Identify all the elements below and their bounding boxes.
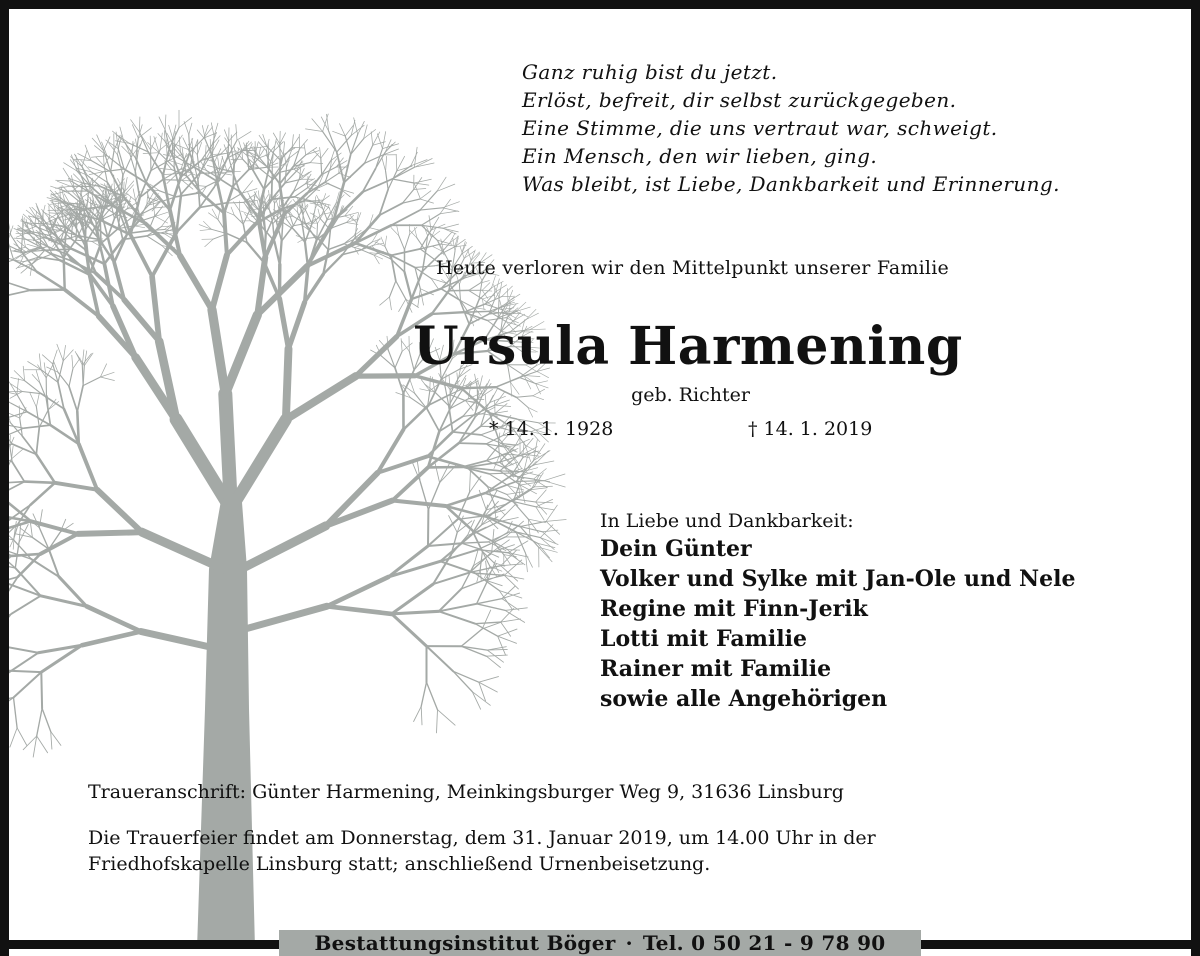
tree-branch xyxy=(450,234,455,243)
tree-branch xyxy=(36,203,42,216)
tree-branch xyxy=(9,290,31,296)
tree-branch xyxy=(234,147,236,158)
tree-branch xyxy=(10,728,17,747)
tree-branch xyxy=(212,209,218,220)
tree-branch xyxy=(40,229,41,247)
tree-branch xyxy=(160,169,172,170)
tree-branch xyxy=(499,591,512,610)
tree-branch xyxy=(546,520,566,522)
tree-branch xyxy=(472,692,490,706)
tree-branch xyxy=(50,203,64,205)
tree-branch xyxy=(482,290,492,291)
tree-branch xyxy=(65,213,66,226)
tree-branch xyxy=(383,144,399,149)
tree-branch xyxy=(315,197,316,209)
mourners-intro: In Liebe und Dankbarkeit: xyxy=(600,510,854,532)
tree-branch xyxy=(32,207,42,216)
tree-branch xyxy=(420,191,431,199)
tree-branch xyxy=(212,136,214,156)
tree-branch xyxy=(193,140,198,153)
tree-branch xyxy=(36,427,39,454)
tree-branch xyxy=(435,463,440,483)
tree-branch xyxy=(414,159,432,168)
tree-branch xyxy=(399,236,405,250)
tree-branch xyxy=(392,467,428,500)
tree-branch xyxy=(390,297,392,310)
poem-line: Eine Stimme, die uns vertraut war, schweigt. xyxy=(522,116,998,140)
footer-separator: · xyxy=(625,931,633,955)
poem-line: Ganz ruhig bist du jetzt. xyxy=(522,60,778,84)
tree-branch xyxy=(439,611,475,623)
tree-branch xyxy=(280,160,281,184)
tree-branch xyxy=(392,584,433,614)
tree-branch xyxy=(536,507,544,520)
tree-branch xyxy=(9,614,11,633)
service-line: Die Trauerfeier findet am Donnerstag, dem 31. Januar 2019, um 14.00 Uhr in der xyxy=(88,827,876,849)
tree-branch xyxy=(405,235,410,250)
tree-illustration xyxy=(9,9,569,949)
poem-line: Erlöst, befreit, dir selbst zurückgegeben. xyxy=(522,88,957,112)
tree-branch xyxy=(432,312,464,314)
tree-branch xyxy=(420,191,437,210)
tree-branch xyxy=(14,672,42,697)
tree-branch xyxy=(501,566,518,581)
tree-branch xyxy=(305,210,312,224)
tree-branch xyxy=(55,483,97,490)
tree-branch xyxy=(17,728,27,746)
tree-branch xyxy=(421,682,426,706)
tree-branch xyxy=(479,677,499,683)
tree-branch xyxy=(437,710,438,733)
tree-branch xyxy=(56,180,72,181)
funeral-home-name: Bestattungsinstitut Böger xyxy=(314,931,616,955)
tree-branch xyxy=(440,211,458,214)
tree-branch xyxy=(453,671,472,691)
tree-branch xyxy=(77,411,79,444)
tree-branch xyxy=(36,454,55,482)
tree-branch xyxy=(482,551,493,562)
tree-branch xyxy=(321,205,327,219)
mourner-name: sowie alle Angehörigen xyxy=(600,686,888,712)
tree-branch xyxy=(305,224,312,243)
tree-branch xyxy=(438,710,456,726)
tree-branch xyxy=(399,299,406,311)
tree-branch xyxy=(351,139,364,155)
tree-branch xyxy=(391,210,420,225)
tree-branch xyxy=(420,208,442,210)
mourners-list xyxy=(600,508,1075,714)
tree-branch xyxy=(96,157,105,166)
tree-branch xyxy=(82,632,141,646)
tree-branch xyxy=(31,521,78,534)
tree-branch xyxy=(469,283,481,290)
tree-branch xyxy=(225,394,231,509)
tree-branch xyxy=(253,170,264,189)
tree-branch xyxy=(464,311,489,312)
tree-branch xyxy=(482,295,494,299)
tree-branch xyxy=(49,206,50,219)
tree-branch xyxy=(453,671,479,682)
tree-branch xyxy=(427,409,439,431)
tree-branch xyxy=(459,443,486,444)
tree-branch xyxy=(414,179,431,183)
tree-branch xyxy=(498,629,517,636)
tree-branch xyxy=(243,211,249,225)
tree-branch xyxy=(139,117,140,132)
tree-branch xyxy=(427,646,454,671)
mourner-name: Regine mit Finn-Jerik xyxy=(600,596,868,622)
tree-branch xyxy=(321,148,328,158)
tree-branch xyxy=(369,228,382,231)
tree-branch xyxy=(100,377,114,381)
tree-branch xyxy=(31,290,65,291)
tree-branch xyxy=(42,708,51,731)
tree-branch xyxy=(9,283,31,290)
tree-branch xyxy=(462,542,488,543)
tree-branch xyxy=(155,216,167,223)
tree-branch xyxy=(475,624,498,637)
tree-branch xyxy=(12,462,24,482)
tree-branch xyxy=(458,492,470,519)
poem-line: Ein Mensch, den wir lieben, ging. xyxy=(522,144,878,168)
tree-branch xyxy=(258,157,267,168)
tree-branch xyxy=(218,169,232,172)
tree-branch xyxy=(184,122,189,135)
tree-branch xyxy=(259,135,267,146)
tree-branch xyxy=(546,505,557,521)
tree-branch xyxy=(486,655,507,656)
tree-branch xyxy=(51,732,61,746)
tree-branch xyxy=(482,283,490,291)
tree-branch xyxy=(361,250,374,255)
tree-branch xyxy=(205,239,214,247)
tree-branch xyxy=(498,298,499,318)
mourner-name: Rainer mit Familie xyxy=(600,656,832,682)
tree-branch xyxy=(443,224,459,228)
tree-branch xyxy=(276,201,279,210)
tree-branch xyxy=(37,736,48,753)
tree-branch xyxy=(10,412,27,417)
tree-branch xyxy=(24,482,55,483)
tree-branch xyxy=(392,501,445,507)
tree-branch xyxy=(283,142,284,155)
tree-branch xyxy=(345,212,359,216)
tree-branch xyxy=(151,137,157,150)
tree-branch xyxy=(24,425,51,428)
tree-branch xyxy=(200,229,212,230)
tree-branch xyxy=(9,653,38,673)
tree-branch xyxy=(142,532,224,569)
tree-branch xyxy=(138,140,143,153)
tree-branch xyxy=(306,148,317,155)
tree-branch xyxy=(165,115,166,130)
tree-branch xyxy=(351,135,358,155)
tree-branch xyxy=(414,706,422,721)
tree-branch xyxy=(12,449,24,459)
tree-branch xyxy=(536,507,555,510)
funeral-home-phone: Tel. 0 50 21 - 9 78 90 xyxy=(642,931,886,955)
poem xyxy=(522,58,1060,198)
tree-branch xyxy=(317,224,318,238)
tree-branch xyxy=(385,236,387,247)
funeral-service-info xyxy=(88,825,876,877)
tree-branch xyxy=(505,454,519,455)
tree-branch xyxy=(377,134,382,149)
tree-branch xyxy=(263,134,267,146)
tree-branch xyxy=(179,118,192,128)
notice-intro: Heute verloren wir den Mittelpunkt unserer Familie xyxy=(436,257,949,279)
tree-branch xyxy=(427,432,452,457)
tree-branch xyxy=(79,444,97,490)
funeral-home-footer xyxy=(279,930,921,956)
tree-branch xyxy=(41,672,42,708)
mourning-address: Traueranschrift: Günter Harmening, Meinkingsburger Weg 9, 31636 Linsburg xyxy=(88,781,844,803)
mourner-name: Volker und Sylke mit Jan-Ole und Nele xyxy=(600,566,1076,592)
maiden-name: geb. Richter xyxy=(631,384,750,406)
tree-branch xyxy=(328,230,330,250)
tree-branch xyxy=(431,278,446,283)
tree-branch xyxy=(199,225,211,230)
tree-branch xyxy=(540,538,558,545)
tree-branch xyxy=(478,537,506,550)
tree-branch xyxy=(371,132,373,146)
tree-branch xyxy=(140,208,154,215)
tree-branch xyxy=(414,183,429,185)
tree-branch xyxy=(386,156,387,171)
tree-branch xyxy=(237,131,251,140)
tree-branch xyxy=(536,499,553,506)
tree-branch xyxy=(9,425,24,429)
tree-branch xyxy=(358,121,365,134)
tree-branch xyxy=(414,183,420,198)
tree-branch xyxy=(544,474,565,481)
tree-branch xyxy=(391,249,420,256)
tree-branch xyxy=(421,706,422,724)
tree-branch xyxy=(321,158,322,174)
tree-branch xyxy=(502,599,519,611)
tree-branch xyxy=(241,526,326,569)
tree-branch xyxy=(477,580,488,604)
poem-line: Was bleibt, ist Liebe, Dankbarkeit und Erinnerung. xyxy=(522,172,1060,196)
tree-branch xyxy=(414,189,426,190)
tree-branch xyxy=(292,147,304,148)
tree-branch xyxy=(176,193,201,197)
tree-branch xyxy=(540,538,554,550)
tree-branch xyxy=(536,490,547,502)
tree-branch xyxy=(489,473,509,474)
tree-branch xyxy=(14,698,18,728)
tree-branch xyxy=(546,521,560,534)
tree-branch xyxy=(245,606,327,629)
tree-branch xyxy=(167,174,177,184)
tree-branch xyxy=(502,455,511,466)
tree-branch xyxy=(336,161,347,167)
tree-branch xyxy=(31,523,33,537)
tree-branch xyxy=(87,606,141,631)
tree-branch xyxy=(428,519,458,546)
tree-branch xyxy=(470,469,471,492)
tree-branch xyxy=(404,405,429,429)
tree-branch xyxy=(161,216,170,227)
death-date: † 14. 1. 2019 xyxy=(748,418,873,440)
tree-branch xyxy=(392,179,414,183)
tree-branch xyxy=(327,606,392,614)
tree-branch xyxy=(428,543,462,546)
tree-branch xyxy=(390,281,396,297)
tree-branch xyxy=(392,614,427,646)
tree-branch xyxy=(350,215,357,223)
tree-branch xyxy=(392,611,439,614)
tree-branch xyxy=(380,297,390,305)
tree-branch xyxy=(383,132,386,149)
tree-branch xyxy=(9,698,14,715)
tree-branch xyxy=(159,117,165,130)
tree-branch xyxy=(536,502,553,503)
tree-branch xyxy=(477,599,502,604)
tree-branch xyxy=(78,532,142,534)
tree-branch xyxy=(429,216,431,231)
tree-branch xyxy=(499,283,502,298)
tree-branch xyxy=(229,132,237,141)
tree-branch xyxy=(85,232,86,250)
tree-branch xyxy=(9,671,41,673)
tree-branch xyxy=(427,682,438,710)
tree-branch xyxy=(30,483,55,505)
tree-branch xyxy=(97,490,142,533)
tree-branch xyxy=(382,159,386,172)
tree-branch xyxy=(440,199,450,213)
tree-branch xyxy=(396,281,406,299)
tree-branch xyxy=(51,732,52,750)
tree-branch xyxy=(499,591,522,599)
tree-branch xyxy=(91,156,107,158)
mourner-name: Lotti mit Familie xyxy=(600,626,807,652)
tree-branch xyxy=(504,560,521,575)
service-line: Friedhofskapelle Linsburg statt; anschließend Urnenbeisetzung. xyxy=(88,853,711,875)
tree-branch xyxy=(327,577,389,606)
birth-date: * 14. 1. 1928 xyxy=(489,418,614,440)
tree-branch xyxy=(143,153,159,154)
tree-branch xyxy=(396,155,397,171)
tree-branch xyxy=(449,516,458,533)
tree-branch xyxy=(534,486,552,487)
tree-branch xyxy=(477,604,506,611)
tree-branch xyxy=(306,129,323,132)
tree-branch xyxy=(451,287,460,303)
tree-branch xyxy=(160,133,162,150)
tree-branch xyxy=(523,442,525,459)
tree-branch xyxy=(37,708,42,736)
tree-branch xyxy=(224,130,228,141)
tree-branch xyxy=(325,182,341,189)
tree-branch xyxy=(531,488,547,490)
tree-branch xyxy=(304,144,306,155)
tree-branch xyxy=(9,647,38,653)
tree-branch xyxy=(446,493,485,506)
tree-branch xyxy=(11,596,40,614)
tree-branch xyxy=(64,163,77,171)
tree-branch xyxy=(189,123,192,135)
tree-branch xyxy=(461,629,482,646)
tree-branch xyxy=(169,125,173,138)
mourner-name: Dein Günter xyxy=(600,536,752,562)
tree-branch xyxy=(57,181,70,186)
tree-branch xyxy=(164,131,165,142)
tree-branch xyxy=(231,420,286,510)
tree-branch xyxy=(208,213,218,220)
tree-branch xyxy=(432,291,449,314)
tree-branch xyxy=(312,119,323,132)
deceased-name: Ursula Harmening xyxy=(413,316,963,377)
tree-branch xyxy=(453,432,481,435)
